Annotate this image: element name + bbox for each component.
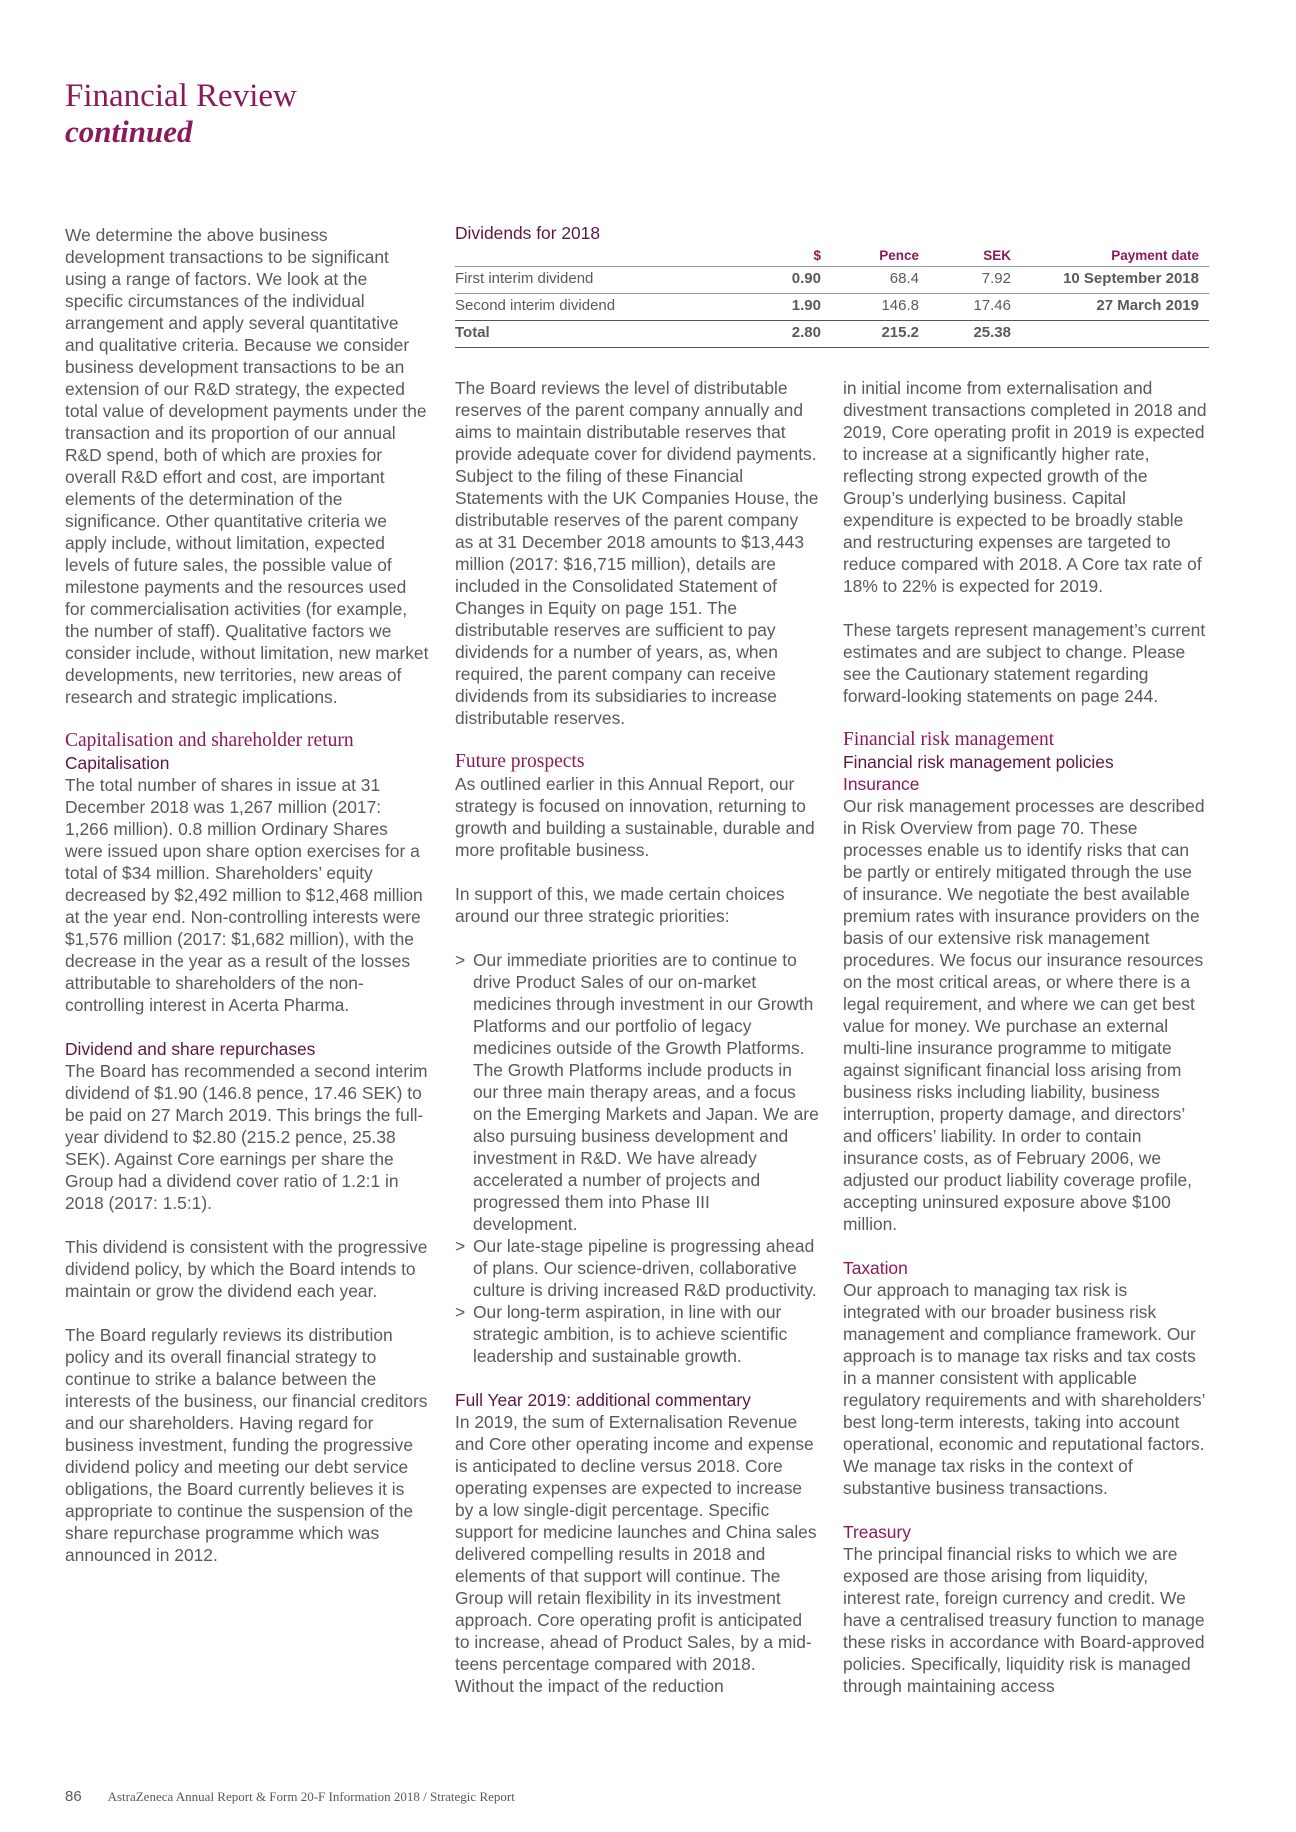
right-column	[843, 377, 1209, 1697]
list-item-text: Our immediate priorities are to continue to drive Product Sales of our on-market medicines through investment in our Growth Platforms and our portfolio of legacy medicines outside of the Growth Platforms. The Growth Platforms include products in our three main therapy areas, and a focus on the Emerging Markets and Japan. We are also pursuing business development and investment in R&D. We have already accelerated a number of projects and progressed them into Phase III development.	[473, 950, 819, 1234]
page-number: 86	[65, 1788, 82, 1805]
total-sek: 25.38	[973, 324, 1011, 341]
capitalisation-subheading: Capitalisation	[65, 753, 170, 773]
dividend-policy-paragraph: This dividend is consistent with the progressive dividend policy, by which the Board intends to maintain or grow the dividend each year.	[65, 1237, 428, 1301]
bullet-marker: >	[455, 950, 466, 970]
header-usd: $	[813, 248, 821, 263]
insurance-subheading: Insurance	[843, 774, 920, 794]
list-item	[455, 1301, 819, 1367]
page-title: Financial Review	[65, 78, 297, 114]
row-pence: 146.8	[881, 297, 919, 314]
list-item-text: Our late-stage pipeline is progressing ahead of plans. Our science-driven, collaborative culture is driving increased R&D productivity.	[473, 1236, 817, 1300]
targets-paragraph: These targets represent management’s current estimates and are subject to change. Please see the Cautionary statement regarding forward-looking statements on page 244.	[843, 620, 1206, 706]
row-payment-date: 10 September 2018	[1063, 270, 1199, 287]
list-item	[455, 1235, 819, 1301]
dividend-paragraph: The Board has recommended a second interim dividend of $1.90 (146.8 pence, 17.46 SEK) to be paid on 27 March 2019. This brings the full-year dividend to $2.80 (215.2 pence, 25.38 SEK). Against Core earnings per share the Group had a dividend cover ratio of 1.2:1 in 2018 (2017: 1.5:1).	[65, 1061, 428, 1213]
treasury-subheading: Treasury	[843, 1522, 911, 1542]
list-item	[455, 949, 819, 1235]
footer-text: AstraZeneca Annual Report & Form 20-F Information 2018 / Strategic Report	[107, 1789, 515, 1804]
header-pence: Pence	[879, 248, 919, 263]
row-payment-date: 27 March 2019	[1096, 297, 1199, 314]
reserves-paragraph: The Board reviews the level of distributable reserves of the parent company annually and aims to maintain distributable reserves that provide adequate cover for dividend payments. Subject to the filing of these Financial Statements with the UK Companies House, the distributable reserves of the parent company as at 31 December 2018 amounts to $13,443 million (2017: $16,715 million), details are included in the Consolidated Statement of Changes in Equity on page 151. The distributable reserves are sufficient to pay dividends for a number of years, as, when required, the parent company can receive dividends from its subsidiaries to increase distributable reserves.	[455, 378, 819, 728]
dividends-table	[455, 222, 1209, 348]
risk-management-heading: Financial risk management	[843, 729, 1055, 750]
header-payment-date: Payment date	[1111, 248, 1199, 263]
total-usd: 2.80	[791, 324, 821, 341]
bullet-marker: >	[455, 1236, 466, 1256]
intro-paragraph: We determine the above business development transactions to be significant using a range of factors. We look at the specific circumstances of the individual arrangement and apply several quantitative and qualitative criteria. Because we consider business development transactions to be an extension of our R&D strategy, the expected total value of development payments under the transaction and its proportion of our annual R&D spend, both of which are proxies for overall R&D effort and cost, are important elements of the determination of the significance. Other quantitative criteria we apply include, without limitation, expected levels of future sales, the possible value of milestone payments and the resources used for commercialisation activities (for example, the number of staff). Qualitative factors we consider include, without limitation, new market developments, new territories, new areas of research and strategic implications.	[65, 225, 429, 707]
future-prospects-heading: Future prospects	[455, 751, 585, 772]
total-label: Total	[455, 324, 490, 341]
row-usd: 0.90	[791, 270, 821, 287]
future-prospects-paragraph: As outlined earlier in this Annual Report, our strategy is focused on innovation, returning to growth and building a sustainable, durable and more profitable business.	[455, 774, 815, 860]
dividend-subheading: Dividend and share repurchases	[65, 1039, 316, 1059]
row-sek: 7.92	[981, 270, 1011, 287]
row-usd: 1.90	[791, 297, 821, 314]
fy2019-subheading: Full Year 2019: additional commentary	[455, 1390, 751, 1410]
treasury-paragraph: The principal financial risks to which we are exposed are those arising from liquidity, interest rate, foreign currency and credit. We have a centralised treasury function to manage these risks in accordance with Board-approved policies. Specifically, liquidity risk is managed through maintaining access	[843, 1544, 1205, 1696]
table-row	[455, 266, 1209, 293]
row-label: Second interim dividend	[455, 297, 616, 314]
risk-policies-subheading: Financial risk management policies	[843, 752, 1114, 772]
dividends-table-title: Dividends for 2018	[455, 223, 601, 243]
taxation-subheading: Taxation	[843, 1258, 908, 1278]
continued-paragraph: in initial income from externalisation and divestment transactions completed in 2018 and 2019, Core operating profit in 2019 is expected to increase at a significantly higher rate, reflecting strong expected growth of the Group’s underlying business. Capital expenditure is expected to be broadly stable and restructuring expenses are targeted to reduce compared with 2018. A Core tax rate of 18% to 22% is expected for 2019.	[843, 378, 1207, 596]
total-pence: 215.2	[881, 324, 919, 341]
middle-column	[455, 377, 819, 1697]
left-column	[65, 224, 429, 1588]
row-sek: 17.46	[973, 297, 1011, 314]
support-paragraph: In support of this, we made certain choices around our three strategic priorities:	[455, 884, 785, 926]
table-row	[455, 293, 1209, 320]
distribution-paragraph: The Board regularly reviews its distribution policy and its overall financial strategy to continue to strike a balance between the interests of the business, our financial creditors and our shareholders. Having regard for business investment, funding the progressive dividend policy and meeting our debt service obligations, the Board currently believes it is appropriate to continue the suspension of the share repurchase programme which was announced in 2012.	[65, 1325, 428, 1565]
header-sek: SEK	[983, 248, 1011, 263]
capitalisation-paragraph: The total number of shares in issue at 31 December 2018 was 1,267 million (2017: 1,266 million). 0.8 million Ordinary Shares were issued upon share option exercises for a total of $34 million. Shareholders’ equity decreased by $2,492 million to $12,468 million at the year end. Non-controlling interests were $1,576 million (2017: $1,682 million), with the decrease in the year as a result of the losses attributable to shareholders of the non-controlling interest in Acerta Pharma.	[65, 775, 423, 1015]
row-label: First interim dividend	[455, 270, 594, 287]
taxation-paragraph: Our approach to managing tax risk is integrated with our broader business risk management and compliance framework. Our approach is to manage tax risks and tax costs in a manner consistent with applicable regulatory requirements and with shareholders’ best long-term interests, taking into account operational, economic and reputational factors. We manage tax risks in the context of substantive business transactions.	[843, 1280, 1205, 1498]
capitalisation-heading: Capitalisation and shareholder return	[65, 730, 354, 751]
priorities-list	[455, 949, 819, 1367]
bullet-marker: >	[455, 1302, 466, 1322]
list-item-text: Our long-term aspiration, in line with our strategic ambition, is to achieve scientific leadership and sustainable growth.	[473, 1302, 788, 1366]
fy2019-paragraph: In 2019, the sum of Externalisation Revenue and Core other operating income and expense is anticipated to decline versus 2018. Core operating expenses are expected to increase by a low single-digit percentage. Specific support for medicine launches and China sales delivered compelling results in 2018 and elements of that support will continue. The Group will retain flexibility in its investment approach. Core operating profit is anticipated to increase, ahead of Product Sales, by a mid-teens percentage compared with 2018. Without the impact of the reduction	[455, 1412, 817, 1696]
table-total-row	[455, 320, 1209, 348]
insurance-paragraph: Our risk management processes are described in Risk Overview from page 70. These processes enable us to identify risks that can be partly or entirely mitigated through the use of insurance. We negotiate the best available premium rates with insurance providers on the basis of our extensive risk management procedures. We focus our insurance resources on the most critical areas, or where there is a legal requirement, and where we can get best value for money. We purchase an external multi-line insurance programme to mitigate against significant financial loss arising from business risks including liability, business interruption, property damage, and directors’ and officers’ liability. In order to contain insurance costs, as of February 2006, we adjusted our product liability coverage profile, accepting uninsured exposure above $100 million.	[843, 796, 1205, 1234]
page-subtitle: continued	[65, 114, 193, 149]
footer	[65, 1788, 515, 1805]
table-header-row	[455, 246, 1209, 266]
row-pence: 68.4	[889, 270, 919, 287]
